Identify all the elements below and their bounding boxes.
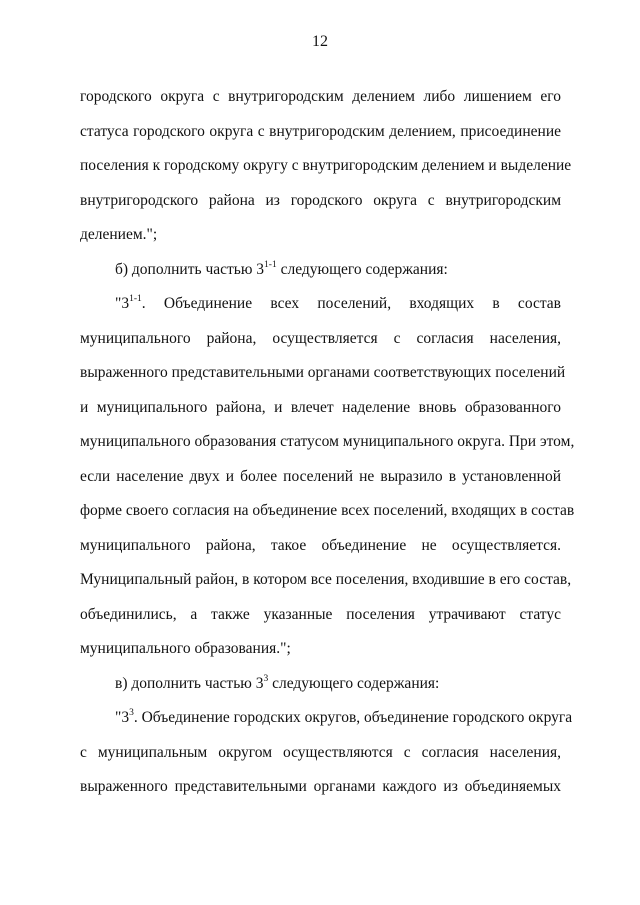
superscript: 3 xyxy=(263,673,269,684)
text-run: в) дополнить частью 3 xyxy=(115,675,264,692)
text-line: форме своего согласия на объединение всех поселений, входящих в состав xyxy=(80,502,575,519)
paragraph-heading-b xyxy=(115,261,561,279)
text-line: выраженного представительными органами каждого из объединяемых xyxy=(80,778,561,795)
text-line: муниципального района, осуществляется с согласия населения, xyxy=(80,330,561,347)
text-line: если население двух и более поселений не выразило в установленной xyxy=(80,468,561,485)
text-line: внутригородского района из городского округа с внутригородским xyxy=(80,192,561,209)
text-line: муниципального района, такое объединение не осуществляется. xyxy=(80,537,561,554)
superscript: 3 xyxy=(129,707,134,718)
text-line: муниципального образования."; xyxy=(80,640,291,657)
superscript: 1-1 xyxy=(264,259,277,270)
text-run: "3 xyxy=(115,295,130,312)
text-run: следующего содержания: xyxy=(276,261,448,278)
text-run: . Объединение городских округов, объединение городского округа xyxy=(133,709,573,726)
page-number: 12 xyxy=(312,33,328,50)
text-line xyxy=(115,707,573,727)
text-line: поселения к городскому округу с внутригородским делением и выделение xyxy=(80,157,572,174)
paragraph-heading-v xyxy=(115,675,561,693)
text-line: городского округа с внутригородским делением либо лишением его xyxy=(80,88,561,105)
text-line: с муниципальным округом осуществляются с согласия населения, xyxy=(80,744,561,761)
text-line: муниципального образования статусом муниципального округа. При этом, xyxy=(80,433,575,450)
text-line: и муниципального района, и влечет наделение вновь образованного xyxy=(80,399,561,416)
text-line: выраженного представительными органами соответствующих поселений xyxy=(80,364,566,381)
text-line: делением."; xyxy=(80,226,158,243)
text-line xyxy=(115,295,561,313)
text-run: б) дополнить частью 3 xyxy=(115,261,265,278)
text-run: следующего содержания: xyxy=(268,675,440,692)
text-run: . Объединение всех поселений, входящих в состав xyxy=(141,295,561,312)
text-line: статуса городского округа с внутригородским делением, присоединение xyxy=(80,123,561,140)
text-line: объединились, а также указанные поселения утрачивают статус xyxy=(80,606,561,623)
superscript: 1-1 xyxy=(129,293,142,304)
text-line: Муниципальный район, в котором все поселения, входившие в его состав, xyxy=(80,571,572,588)
text-run: "3 xyxy=(115,709,130,726)
